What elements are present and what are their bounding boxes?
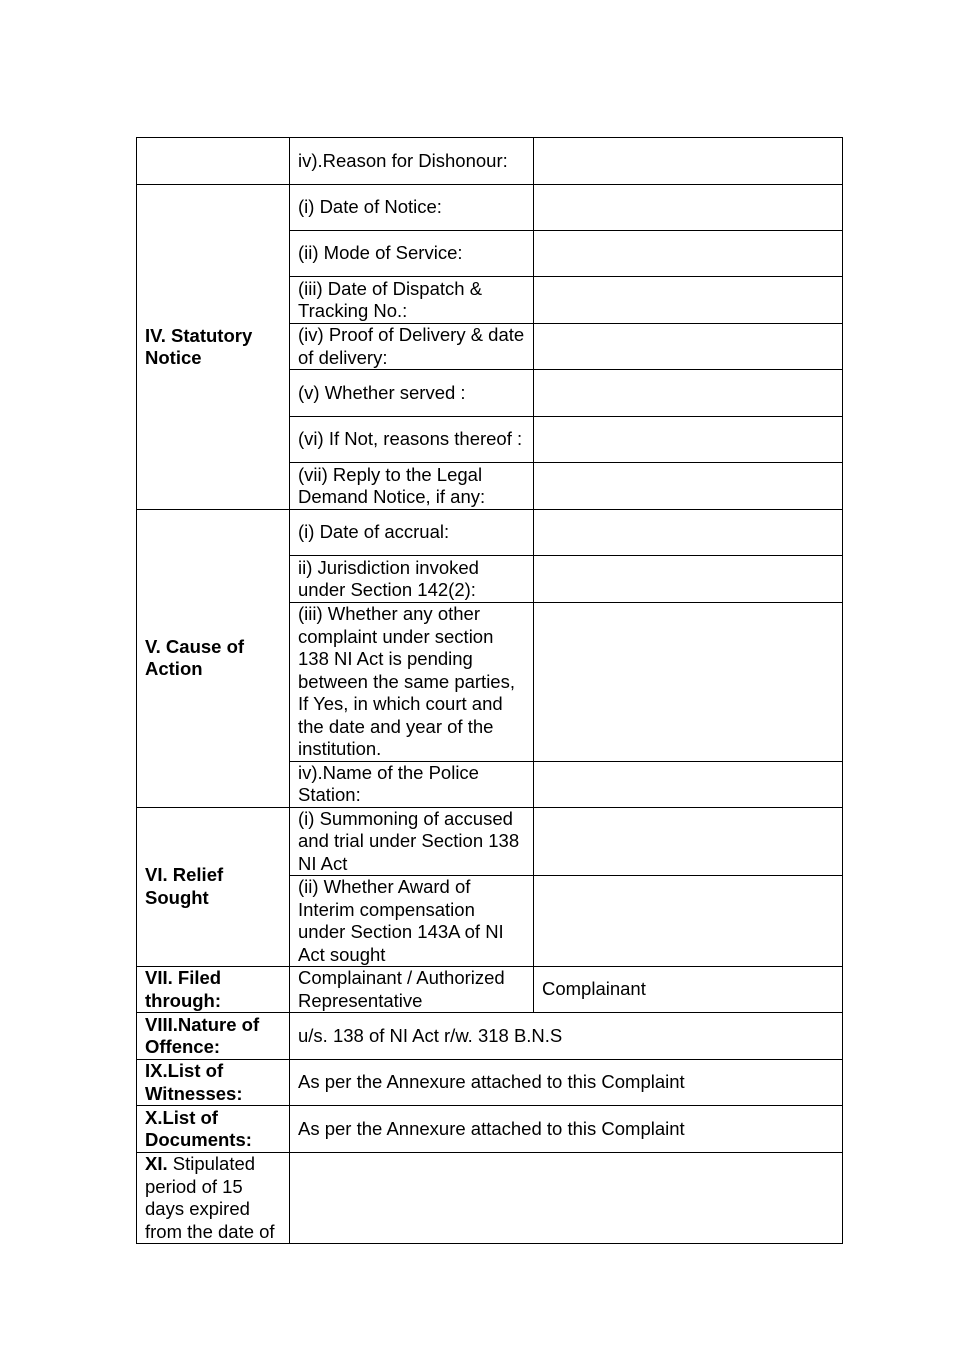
- field-value: [534, 231, 843, 277]
- field-label: (iii) Whether any other complaint under section 138 NI Act is pending between the same parties, If Yes, in which court and the date and year of the institution.: [290, 603, 534, 762]
- field-label: (iii) Date of Dispatch & Tracking No.:: [290, 277, 534, 324]
- field-label: iv).Name of the Police Station:: [290, 761, 534, 807]
- field-label: (iv) Proof of Delivery & date of delivery:: [290, 324, 534, 370]
- field-value: [534, 463, 843, 510]
- field-value: [534, 277, 843, 324]
- field-value: [534, 185, 843, 231]
- section-title-stipulated-period: [137, 1153, 290, 1244]
- field-value: [534, 876, 843, 967]
- field-label: (ii) Whether Award of Interim compensation under Section 143A of NI Act sought: [290, 876, 534, 967]
- table-row: [137, 510, 843, 556]
- table-row: [137, 807, 843, 876]
- field-value: Complainant: [534, 967, 843, 1013]
- field-value: [534, 138, 843, 185]
- table-row: [137, 967, 843, 1013]
- field-label: (i) Date of Notice:: [290, 185, 534, 231]
- field-label: iv).Reason for Dishonour:: [290, 138, 534, 185]
- field-value: [534, 761, 843, 807]
- field-value: [534, 807, 843, 876]
- field-label: (i) Summoning of accused and trial under Section 138 NI Act: [290, 807, 534, 876]
- section-title-filed-through: VII. Filed through:: [137, 967, 290, 1013]
- section-cell-empty: [137, 138, 290, 185]
- section-number: XI.: [145, 1153, 168, 1174]
- section-title-relief-sought: VI. Relief Sought: [137, 807, 290, 967]
- section-text: Stipulated period of 15 days expired from the date of: [145, 1153, 275, 1242]
- table-row: [137, 1013, 843, 1060]
- field-value: [534, 417, 843, 463]
- field-value: [534, 603, 843, 762]
- field-label: (vii) Reply to the Legal Demand Notice, if any:: [290, 463, 534, 510]
- field-label: (vi) If Not, reasons thereof :: [290, 417, 534, 463]
- field-value: [534, 370, 843, 417]
- complaint-form-table: [136, 137, 843, 1244]
- field-value: u/s. 138 of NI Act r/w. 318 B.N.S: [290, 1013, 843, 1060]
- field-value: As per the Annexure attached to this Complaint: [290, 1106, 843, 1153]
- field-label: (ii) Mode of Service:: [290, 231, 534, 277]
- field-label: (v) Whether served :: [290, 370, 534, 417]
- field-label: Complainant / Authorized Representative: [290, 967, 534, 1013]
- field-value: [534, 510, 843, 556]
- field-value: [534, 324, 843, 370]
- field-value: [534, 556, 843, 603]
- section-title-list-of-witnesses: IX.List of Witnesses:: [137, 1060, 290, 1106]
- table-row: [137, 138, 843, 185]
- section-title-cause-of-action: V. Cause of Action: [137, 510, 290, 808]
- section-title-statutory-notice: IV. Statutory Notice: [137, 185, 290, 510]
- table-row: [137, 1153, 843, 1244]
- field-value: [290, 1153, 843, 1244]
- table-row: [137, 1060, 843, 1106]
- field-value: As per the Annexure attached to this Complaint: [290, 1060, 843, 1106]
- table-row: [137, 1106, 843, 1153]
- section-title-list-of-documents: X.List of Documents:: [137, 1106, 290, 1153]
- field-label: ii) Jurisdiction invoked under Section 142(2):: [290, 556, 534, 603]
- section-title-nature-of-offence: VIII.Nature of Offence:: [137, 1013, 290, 1060]
- field-label: (i) Date of accrual:: [290, 510, 534, 556]
- table-row: [137, 185, 843, 231]
